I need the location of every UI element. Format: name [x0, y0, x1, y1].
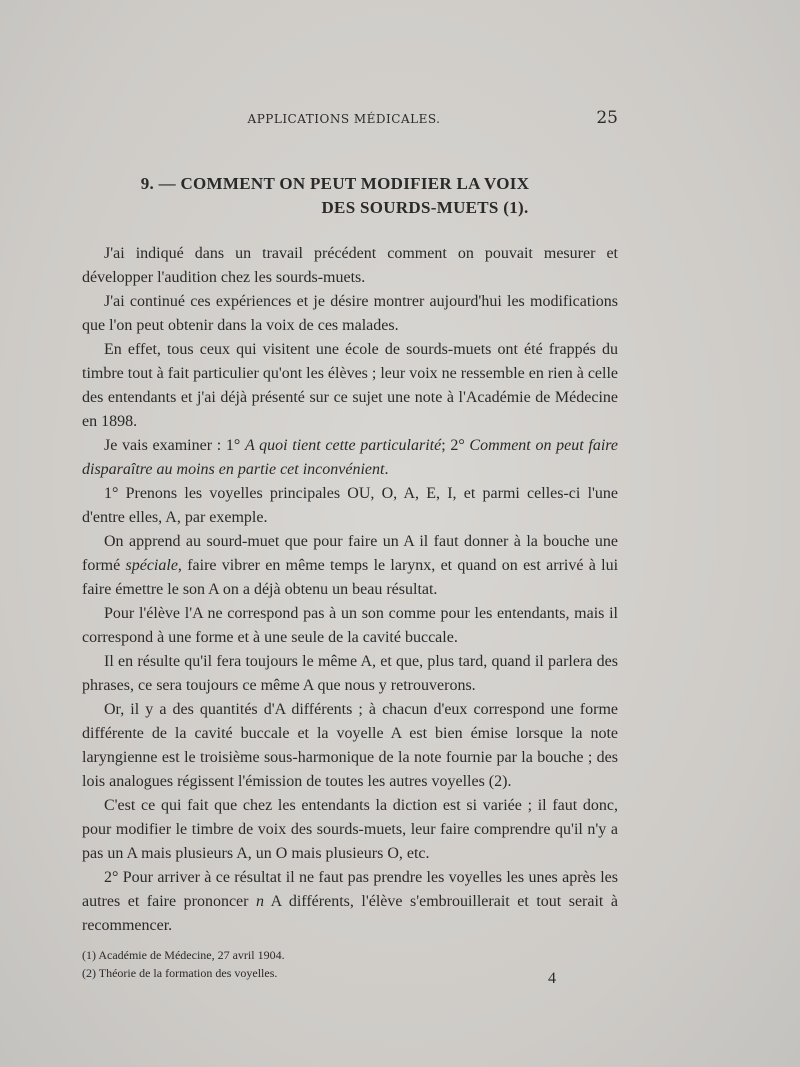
text-run: Il en résulte qu'il fera toujours le même A, et que, plus tard, quand il parlera des phrases, ce sera toujours ce même A que nous y retrouverons. — [82, 653, 618, 694]
footnote-1: (1) Académie de Médecine, 27 avril 1904. — [82, 948, 285, 962]
running-title: APPLICATIONS MÉDICALES. — [247, 112, 441, 126]
footnotes — [82, 946, 618, 982]
text-run: Je vais examiner : 1° — [104, 437, 245, 454]
text-run: On apprend au sourd-muet que pour faire un A il faut donner à la bouche une formé — [82, 533, 618, 574]
italic-text: spéciale — [125, 557, 178, 574]
page-number: 25 — [596, 108, 618, 128]
paragraph — [82, 866, 618, 938]
text-run: J'ai continué ces expériences et je désire montrer aujourd'hui les modifications que l'on peut obtenir dans la voix de ces malades. — [82, 293, 618, 334]
text-run: . — [384, 461, 389, 478]
paragraph — [82, 698, 618, 794]
italic-text: n — [256, 893, 265, 910]
body-text — [82, 242, 618, 938]
text-run: 1° Prenons les voyelles principales OU, O, A, E, I, et parmi celles-ci l'une d'entre elles, A, par exemple. — [82, 485, 618, 526]
text-run: ; 2° — [441, 437, 470, 454]
paragraph — [82, 650, 618, 698]
paragraph — [82, 482, 618, 530]
footnote-2: (2) Théorie de la formation des voyelles. — [82, 966, 278, 980]
paragraph — [82, 530, 618, 602]
running-head — [70, 108, 618, 132]
text-run: J'ai indiqué dans un travail précédent comment on pouvait mesurer et développer l'audition chez les sourds-muets. — [82, 245, 618, 286]
text-run: A différents, l'élève s'embrouillerait et tout serait à recommencer. — [82, 893, 619, 934]
paragraph — [82, 338, 618, 434]
text-block — [82, 172, 618, 938]
paragraph — [82, 794, 618, 866]
text-run: 2° Pour arriver à ce résultat il ne faut pas prendre les voyelles les unes après les autres et faire prononcer — [82, 869, 618, 910]
section-title — [82, 172, 618, 220]
paragraph — [82, 242, 618, 290]
italic-text: A quoi tient cette particularité — [244, 437, 442, 454]
text-run: Or, il y a des quantités d'A différents ; à chacun d'eux correspond une forme différente de la cavité buccale et la voyelle A est bien émise lorsque la note laryngienne est le troisième sous-harmonique de la note fournie par la bouche ; des lois analogues régissent l'émission de toutes les autres voyelles (2). — [82, 701, 618, 790]
paragraph — [82, 290, 618, 338]
text-run: C'est ce qui fait que chez les entendants la diction est si variée ; il faut donc, pour modifier le timbre de voix des sourds-muets, leur faire comprendre qu'il n'y a pas un A mais plusieurs A, un O mais plusieurs O, etc. — [82, 797, 618, 862]
section-title-line-2: DES SOURDS-MUETS (1). — [321, 198, 529, 217]
section-title-line-1: 9. — COMMENT ON PEUT MODIFIER LA VOIX — [140, 174, 530, 193]
text-run: Pour l'élève l'A ne correspond pas à un son comme pour les entendants, mais il correspond à une forme et à une seule de la cavité buccale. — [82, 605, 618, 646]
sheet-signature-number: 4 — [548, 970, 556, 987]
italic-text: Comment on peut faire disparaître au moins en partie cet inconvénient — [82, 437, 619, 478]
paragraph — [82, 602, 618, 650]
text-run: En effet, tous ceux qui visitent une école de sourds-muets ont été frappés du timbre tout à fait particulier qu'ont les élèves ; leur voix ne ressemble en rien à celle des entendants et j'ai déjà présenté sur ce sujet une note à l'Académie de Médecine en 1898. — [82, 341, 619, 430]
paragraph — [82, 434, 618, 482]
text-run: , faire vibrer en même temps le larynx, et quand on est arrivé à lui faire émettre le son A on a déjà obtenu un beau résultat. — [82, 557, 619, 598]
